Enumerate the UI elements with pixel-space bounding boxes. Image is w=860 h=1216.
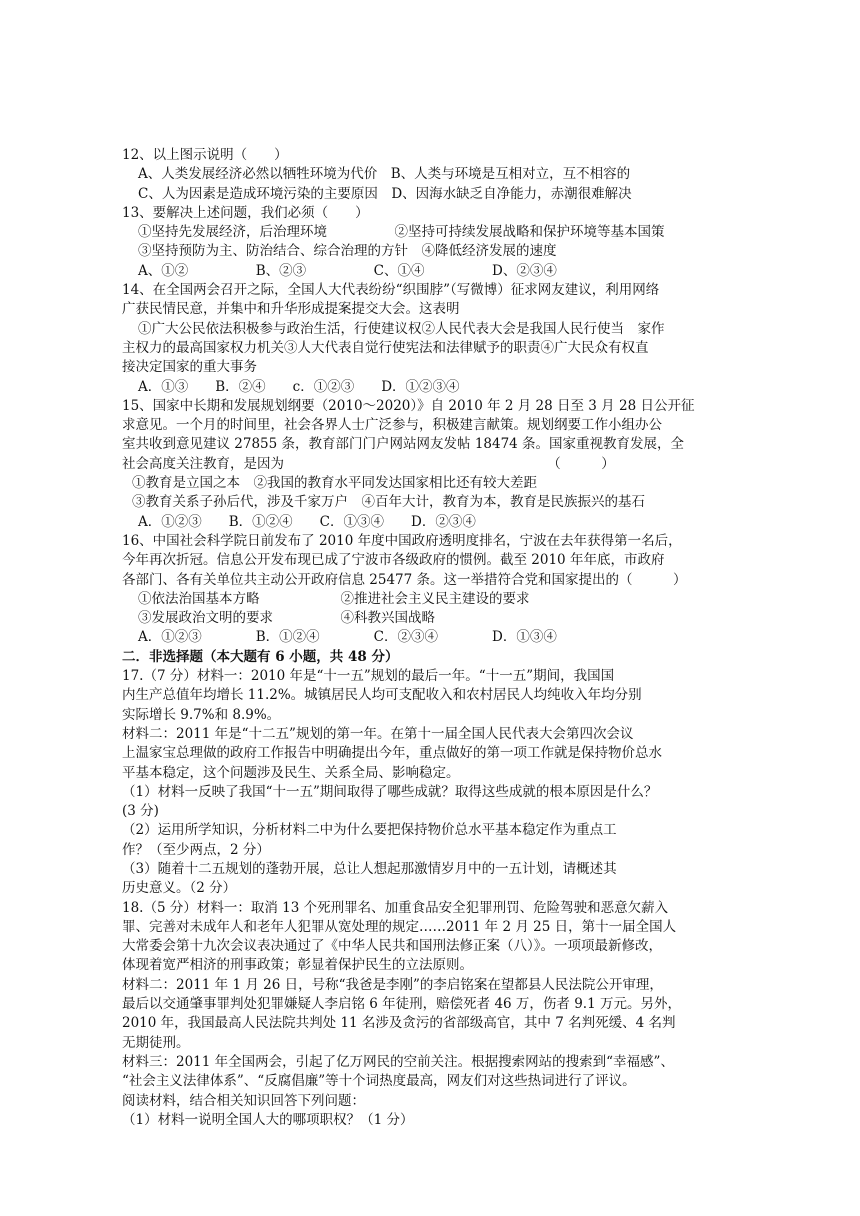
text-line: ①广大公民依法积极参与政治生活，行使建议权②人民代表大会是我国人民行使当 家作 bbox=[138, 320, 665, 337]
text-line: 无期徒刑。 bbox=[122, 1034, 190, 1051]
text-line: A、人类发展经济必然以牺牲环境为代价 B、人类与环境是互相对立，互不相容的 bbox=[138, 166, 631, 183]
text-line: A．①③ B．②④ c．①②③ D．①②③④ bbox=[138, 378, 460, 395]
text-line: (3 分) bbox=[122, 803, 159, 820]
text-line: （2）运用所学知识，分析材料二中为什么要把保持物价总水平基本稳定作为重点工 bbox=[122, 822, 617, 839]
text-line: “社会主义法律体系”、“反腐倡廉”等十个词热度最高，网友们对这些热词进行了评议。 bbox=[122, 1073, 636, 1090]
text-line: 14、在全国两会召开之际，全国人大代表纷纷“织围脖”（写微博）征求网友建议，利用网络 bbox=[122, 282, 660, 299]
text-line: A、①② B、②③ C、①④ D、②③④ bbox=[138, 262, 557, 279]
text-line: 求意见。一个月的时间里，社会各界人士广泛参与，积极建言献策。规划纲要工作小组办公 bbox=[122, 417, 662, 434]
text-line: 历史意义。（2 分） bbox=[122, 880, 237, 897]
text-line: 今年再次折冠。信息公开发布现已成了宁波市各级政府的惯例。截至 2010 年年底，市政府 bbox=[122, 552, 665, 569]
text-line: A．①②③ B．①②④ C．①③④ D．②③④ bbox=[138, 513, 476, 530]
text-line: 接决定国家的重大事务 bbox=[122, 359, 257, 376]
text-line: 12、以上图示说明（ ） bbox=[122, 147, 288, 163]
text-line: 2010 年，我国最高人民法院共判处 11 名涉及贪污的省部级高官，其中 7 名判死缓、4 名判 bbox=[122, 1015, 676, 1032]
text-line: ③发展政治文明的要求 ④科教兴国战略 bbox=[138, 610, 435, 627]
text-line: 材料三：2011 年全国两会，引起了亿万网民的空前关注。根据搜索网站的搜索到“幸福感”、 bbox=[122, 1053, 674, 1070]
text-line: 室共收到意见建议 27855 条，教育部门门户网站网友发帖 18474 条。国家重视教育发展，全 bbox=[122, 436, 685, 453]
text-line: 实际增长 9.7%和 8.9%。 bbox=[122, 706, 281, 723]
text-line: （1）材料一说明全国人大的哪项职权？（1 分） bbox=[122, 1111, 414, 1128]
text-line: 各部门、各有关单位共主动公开政府信息 25477 条。这一举措符合党和国家提出的（ ） bbox=[122, 571, 687, 588]
text-line: 主权力的最高国家权力机关③人大代表自觉行使宪法和法律赋予的职责④广大民众有权直 bbox=[122, 339, 649, 356]
text-line: 二．非选择题（本大题有 6 小题，共 48 分） bbox=[122, 648, 399, 665]
text-line: 广获民情民意，并集中和升华形成提案提交大会。这表明 bbox=[122, 301, 460, 318]
text-line: 15、国家中长期和发展规划纲要（2010～2020）》自 2010 年 2 月 28 日至 3 月 28 日公开征 bbox=[122, 397, 695, 414]
text-line: C、人为因素是造成环境污染的主要原因 D、因海水缺乏自净能力，赤潮很难解决 bbox=[138, 185, 632, 202]
text-line: 13、要解决上述问题，我们必须（ ） bbox=[122, 204, 369, 221]
text-line: 内生产总值年均增长 11.2%。城镇居民人均可支配收入和农村居民人均纯收入年均分别 bbox=[122, 687, 642, 704]
text-line: 材料二：2011 年 1 月 26 日，号称“我爸是李刚”的李启铭案在望都县人民法院公开审理， bbox=[122, 976, 663, 993]
text-line: A．①②③ B．①②④ C．②③④ D．①③④ bbox=[138, 629, 557, 646]
text-line: （1）材料一反映了我国“十一五”期间取得了哪些成就？取得这些成就的根本原因是什么？ bbox=[122, 783, 658, 800]
text-line: ③教育关系子孙后代，涉及千家万户 ④百年大计，教育为本，教育是民族振兴的基石 bbox=[132, 494, 645, 511]
text-line: 上温家宝总理做的政府工作报告中明确提出今年，重点做好的第一项工作就是保持物价总水 bbox=[122, 745, 662, 762]
exam-content bbox=[122, 146, 734, 1130]
text-line: 最后以交通肇事罪判处犯罪嫌疑人李启铭 6 年徒刑，赔偿死者 46 万，伤者 9.1 万元。另外， bbox=[122, 996, 681, 1013]
text-line: 17.（7 分）材料一：2010 年是“十一五”规划的最后一年。“十一五”期间，我国国 bbox=[122, 668, 615, 685]
text-line: 阅读材料，结合相关知识回答下列问题： bbox=[122, 1092, 365, 1109]
text-line: 材料二：2011 年是“十二五”规划的第一年。在第十一届全国人民代表大会第四次会议 bbox=[122, 725, 634, 742]
text-line: ①坚持先发展经济，后治理环境 ②坚持可持续发展战略和保护环境等基本国策 bbox=[138, 224, 665, 241]
text-line: 16、中国社会科学院日前发布了 2010 年度中国政府透明度排名，宁波在去年获得第一名后， bbox=[122, 532, 682, 549]
text-line: 18.（5 分）材料一：取消 13 个死刑罪名、加重食品安全犯罪刑罚、危险驾驶和恶意欠薪入 bbox=[122, 899, 669, 916]
text-line: （3）随着十二五规划的蓬勃开展，总让人想起那激情岁月中的一五计划，请概述其 bbox=[122, 860, 617, 877]
text-line: 平基本稳定，这个问题涉及民生、关系全局、影响稳定。 bbox=[122, 764, 460, 781]
text-line: 大常委会第十九次会议表决通过了《中华人民共和国刑法修正案（八）》。一项项最新修改， bbox=[122, 938, 662, 955]
text-line: 体现着宽严相济的刑事政策；彰显着保护民生的立法原则。 bbox=[122, 957, 473, 974]
text-line: ①教育是立国之本 ②我国的教育水平同发达国家相比还有较大差距 bbox=[132, 475, 537, 492]
text-line: ③坚持预防为主、防治结合、综合治理的方针 ④降低经济发展的速度 bbox=[138, 243, 557, 260]
text-line: 作？（至少两点，2 分） bbox=[122, 841, 270, 858]
text-line: 罪、完善对未成年人和老年人犯罪从宽处理的规定……2011 年 2 月 25 日，第十一届全国人 bbox=[122, 918, 677, 935]
text-line: 社会高度关注教育，是因为 （ ） bbox=[122, 455, 615, 472]
text-line: ①依法治国基本方略 ②推进社会主义民主建设的要求 bbox=[138, 590, 530, 607]
